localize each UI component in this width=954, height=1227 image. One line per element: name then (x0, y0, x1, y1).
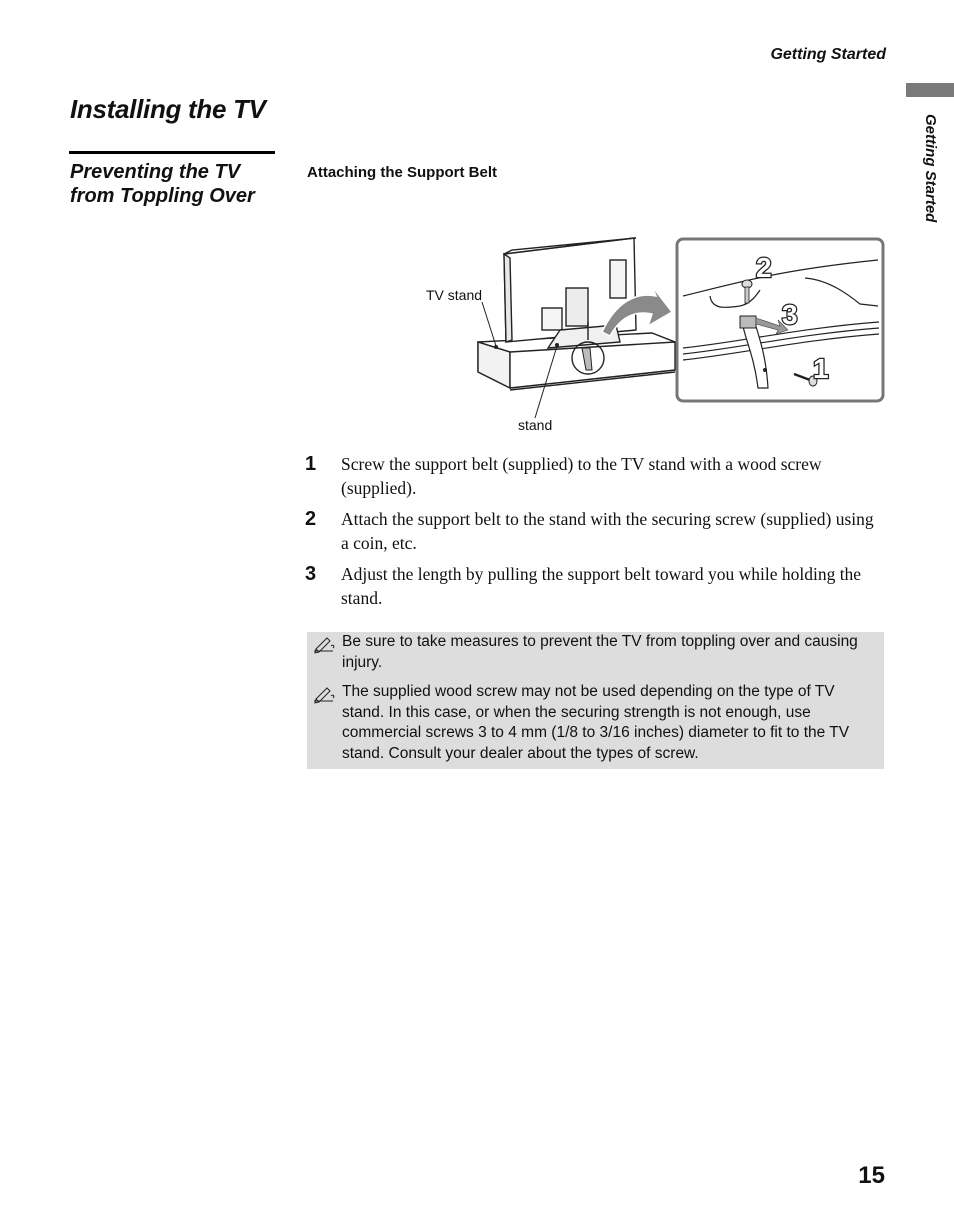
detail-inset (677, 239, 883, 401)
note-text: Be sure to take measures to prevent the TV from toppling over and causing injury. (342, 633, 858, 671)
step-text: Screw the support belt (supplied) to the TV stand with a wood screw (supplied). (341, 454, 822, 498)
stand-label: stand (518, 417, 553, 433)
step-text: Attach the support belt to the stand with the securing screw (supplied) using a coin, etc. (341, 509, 874, 553)
section-rule (69, 151, 275, 154)
callout-2: 2 (756, 252, 772, 283)
step-number: 3 (305, 563, 317, 585)
callout-1: 1 (813, 353, 829, 384)
section-title: Preventing the TV from Toppling Over (70, 161, 255, 207)
step-number: 1 (305, 453, 317, 475)
pencil-note-icon (311, 634, 337, 654)
notes-box (307, 632, 884, 769)
page-title: Installing the TV (70, 94, 266, 124)
tv-stand-diagram (420, 230, 890, 445)
tv-back (504, 238, 636, 348)
note-text: The supplied wood screw may not be used depending on the type of TV stand. In this case, or when the securing strength is not enough, use commercial screws 3 to 4 mm (1/8 to 3/16 inches) diameter to fit to the TV stand. Consult your dealer about the types of screw. (342, 683, 850, 762)
running-header: Getting Started (770, 46, 886, 63)
side-tab-label: Getting Started (922, 114, 939, 223)
subsection-title: Attaching the Support Belt (307, 164, 497, 181)
side-tab-marker (906, 83, 954, 97)
step-text: Adjust the length by pulling the support belt toward you while holding the stand. (341, 564, 862, 608)
page-number: 15 (858, 1162, 885, 1189)
step-item (305, 507, 885, 555)
step-item (305, 562, 885, 610)
tv-stand-label: TV stand (426, 287, 483, 303)
step-number: 2 (305, 508, 317, 530)
step-item (305, 452, 885, 500)
pencil-note-icon (311, 684, 337, 704)
callout-3: 3 (782, 299, 798, 330)
instruction-steps (305, 452, 885, 617)
support-belt-illustration (420, 230, 890, 445)
